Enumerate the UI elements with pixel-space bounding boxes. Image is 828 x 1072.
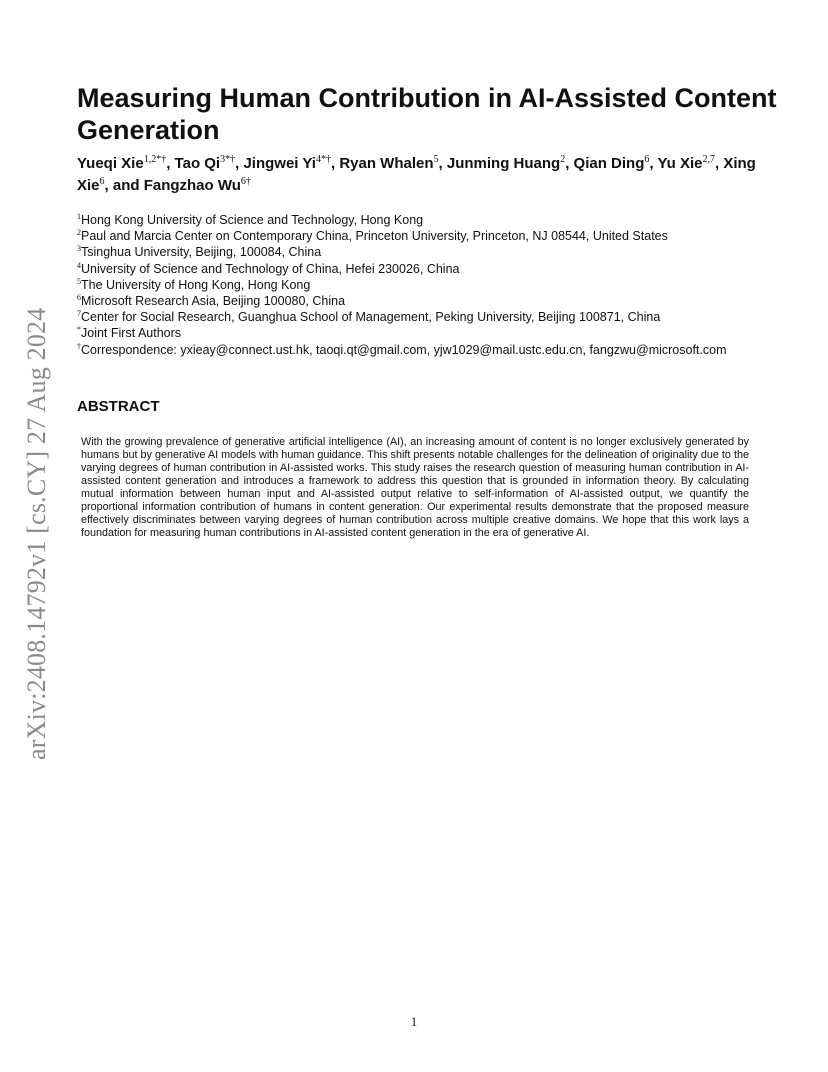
author — [77, 155, 166, 172]
affiliation-item — [77, 261, 757, 277]
author-separator: , — [438, 155, 447, 172]
affiliation-text: Center for Social Research, Guanghua School of Management, Peking University, Beijing 100871, China — [81, 310, 661, 325]
author-affiliation-marks: 3*† — [220, 154, 236, 165]
author-separator: , — [714, 155, 724, 172]
author-name: Yueqi Xie — [77, 155, 144, 172]
affiliation-item — [77, 277, 757, 293]
affiliation-text: University of Science and Technology of China, Hefei 230026, China — [81, 261, 460, 276]
affiliation-item — [77, 228, 757, 244]
author-affiliation-marks: 5 — [433, 154, 439, 165]
author-separator: , — [565, 155, 574, 172]
affiliation-mark: 2 — [77, 228, 81, 238]
author — [574, 155, 650, 172]
affiliation-text: Joint First Authors — [81, 326, 182, 341]
affiliation-list — [77, 212, 757, 358]
affiliation-text: Microsoft Research Asia, Beijing 100080, China — [81, 294, 346, 309]
affiliation-item — [77, 293, 757, 309]
affiliation-mark: 5 — [77, 276, 81, 286]
affiliation-mark: 1 — [77, 211, 81, 221]
affiliation-text: The University of Hong Kong, Hong Kong — [81, 277, 311, 292]
affiliation-item — [77, 244, 757, 260]
author — [657, 155, 715, 172]
abstract-body: With the growing prevalence of generative artificial intelligence (AI), an increasing amount of content is no longer exclusively generated by humans but by generative AI models with human guidance. This shift presents notable challenges for the delineation of originality due to the varying degrees of human contribution in AI-assisted works. This study raises the research question of measuring human contribution in AI-assisted content generation and introduces a framework to address this question that is grounded in information theory. By calculating mutual information between human input and AI-assisted output relative to self-information of AI-assisted output, we quantify the proportional information contribution of humans in content generation. Our experimental results demonstrate that the proposed measure effectively discriminates between varying degrees of human contribution across multiple creative domains. We hope that this work lays a foundation for measuring human contributions in AI-assisted content generation in the era of generative AI. — [81, 436, 749, 539]
affiliation-mark: 7 — [77, 309, 81, 319]
author-separator: , and — [104, 177, 144, 194]
affiliation-mark: † — [77, 341, 81, 351]
author-separator: , — [235, 155, 244, 172]
author-name: Fangzhao Wu — [143, 177, 241, 194]
affiliation-text: Tsinghua University, Beijing, 100084, China — [81, 245, 322, 260]
author-affiliation-marks: 6 — [644, 154, 650, 165]
author-name: Qian Ding — [573, 155, 645, 172]
affiliation-text: Paul and Marcia Center on Contemporary China, Princeton University, Princeton, NJ 08544, United States — [81, 229, 668, 244]
author-name: Yu Xie — [657, 155, 703, 172]
affiliation-item — [77, 325, 757, 341]
arxiv-identifier-stamp: arXiv:2408.14792v1 [cs.CY] 27 Aug 2024 — [22, 307, 51, 760]
author-affiliation-marks: 2,7 — [702, 154, 715, 165]
author — [175, 155, 236, 172]
affiliation-text: Hong Kong University of Science and Technology, Hong Kong — [81, 213, 424, 227]
page-number: 1 — [410, 1014, 418, 1029]
abstract-heading: ABSTRACT — [77, 398, 160, 415]
affiliation-item — [77, 342, 757, 358]
author-affiliation-marks: 1,2*† — [143, 154, 167, 165]
author — [144, 177, 251, 194]
affiliation-item — [77, 212, 757, 228]
affiliation-mark: * — [77, 325, 81, 335]
author-separator: , — [330, 155, 340, 172]
author-affiliation-marks: 4*† — [315, 154, 331, 165]
author-affiliation-marks: 6† — [240, 176, 251, 187]
author-list — [77, 153, 757, 197]
author-affiliation-marks: 6 — [99, 176, 105, 187]
author-separator: , — [649, 155, 658, 172]
author-affiliation-marks: 2 — [560, 154, 566, 165]
author — [339, 155, 438, 172]
author-name: Xing Xie — [77, 155, 756, 194]
author-name: Jingwei Yi — [243, 155, 316, 172]
author-name: Junming Huang — [446, 155, 561, 172]
affiliation-text: Correspondence: yxieay@connect.ust.hk, taoqi.qt@gmail.com, yjw1029@mail.ustc.edu.cn, fangzwu@microsoft.com — [81, 342, 727, 357]
affiliation-mark: 6 — [77, 292, 81, 302]
author-separator: , — [166, 155, 175, 172]
author-name: Tao Qi — [174, 155, 221, 172]
affiliation-mark: 4 — [77, 260, 81, 270]
affiliation-item — [77, 309, 757, 325]
paper-title: Measuring Human Contribution in AI-Assisted Content Generation — [77, 83, 777, 145]
author-name: Ryan Whalen — [339, 155, 434, 172]
author — [243, 155, 331, 172]
author — [447, 155, 565, 172]
affiliation-mark: 3 — [77, 244, 81, 254]
